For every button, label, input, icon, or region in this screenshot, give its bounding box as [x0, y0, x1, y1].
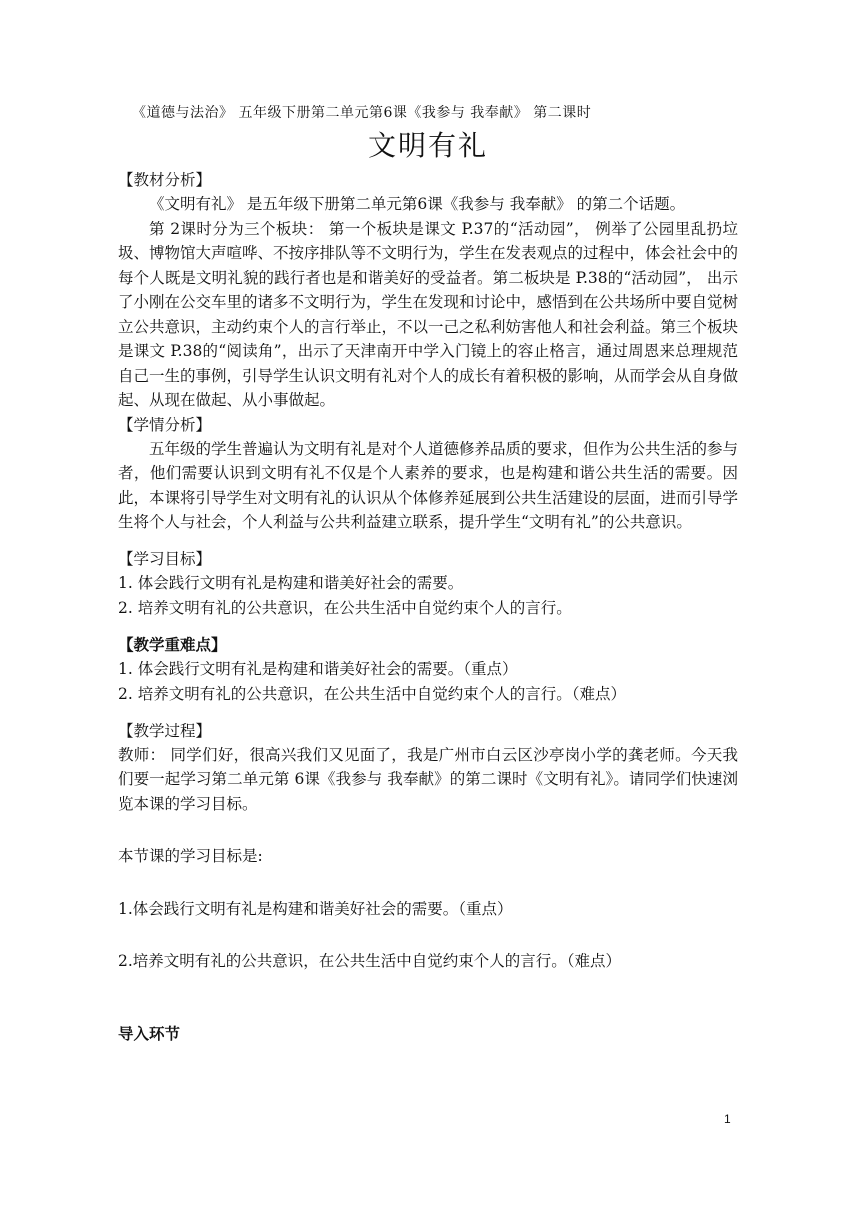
learning-goal-item: 1. 体会践行文明有礼是构建和谐美好社会的需要。 [118, 573, 464, 592]
student-analysis-paragraph: 五年级的学生普遍认为文明有礼是对个人道德修养品质的要求，但作为公共生活的参与者，他们需要认识到文明有礼不仅是个人素养的要求，也是构建和谐公共生活的需要。因此，本课将引导学生对文明有礼的认识从个体修养延展到公共生活建设的层面，进而引导学生将个人与社会，个人利益与公共利益建立联系，提升学生“文明有礼”的公共意识。 [118, 439, 739, 531]
teacher-intro-paragraph: 教师： 同学们好，很高兴我们又见面了，我是广州市白云区沙亭岗小学的龚老师。今天我们要一起学习第二单元第 6课《我参与 我奉献》的第二课时《文明有礼》。请同学们快速浏览本课的学习目标。 [118, 745, 738, 813]
key-points-heading: 【教学重难点】 [118, 634, 227, 654]
goals-intro-line: 本节课的学习目标是: [118, 847, 263, 865]
intro-section-heading: 导入环节 [118, 1024, 181, 1043]
course-subtitle: 《道德与法治》 五年级下册第二单元第6课《我参与 我奉献》 第二课时 [132, 105, 592, 121]
process-goal-1: 1.体会践行文明有礼是构建和谐美好社会的需要。（重点） [118, 899, 513, 918]
learning-goals-heading: 【学习目标】 [118, 549, 212, 568]
document-body [118, 100, 738, 1046]
key-point-item: 1. 体会践行文明有礼是构建和谐美好社会的需要。（重点） [118, 659, 518, 678]
teaching-process-heading: 【教学过程】 [118, 721, 212, 740]
student-analysis-heading: 【学情分析】 [118, 415, 212, 434]
material-analysis-paragraph-2: 第 2课时分为三个板块： 第一个板块是课文 P.37的“活动园”， 例举了公园里乱扔垃圾、博物馆大声喧哗、不按序排队等不文明行为，学生在发表观点的过程中，体会社会中的每个人既是文明礼貌的践行者也是和谐美好的受益者。第二板块是 P.38的“活动园”， 出示了小刚在公交车里的诸多不文明行为，学生在发现和讨论中，感悟到在公共场所中要自觉树立公共意识，主动约束个人的言行举止，不以一己之私利妨害他人和社会利益。第三个板块是课文 P.38的“阅读角”，出示了天津南开中学入门镜上的容止格言，通过周恩来总理规范自己一生的事例，引导学生认识文明有礼对个人的成长有着积极的影响，从而学会从自身做起、从现在做起、从小事做起。 [118, 219, 739, 409]
material-analysis-heading: 【教材分析】 [118, 171, 212, 189]
learning-goal-item: 2. 培养文明有礼的公共意识，在公共生活中自觉约束个人的言行。 [118, 598, 572, 617]
material-analysis-paragraph-1: 《文明有礼》 是五年级下册第二单元第6课《我参与 我奉献》 的第二个话题。 [149, 195, 686, 213]
key-point-item: 2. 培养文明有礼的公共意识，在公共生活中自觉约束个人的言行。（难点） [118, 684, 626, 703]
page-number: 1 [724, 1112, 731, 1126]
process-goal-2: 2.培养文明有礼的公共意识，在公共生活中自觉约束个人的言行。（难点） [118, 952, 622, 970]
lesson-title: 文明有礼 [367, 129, 488, 162]
